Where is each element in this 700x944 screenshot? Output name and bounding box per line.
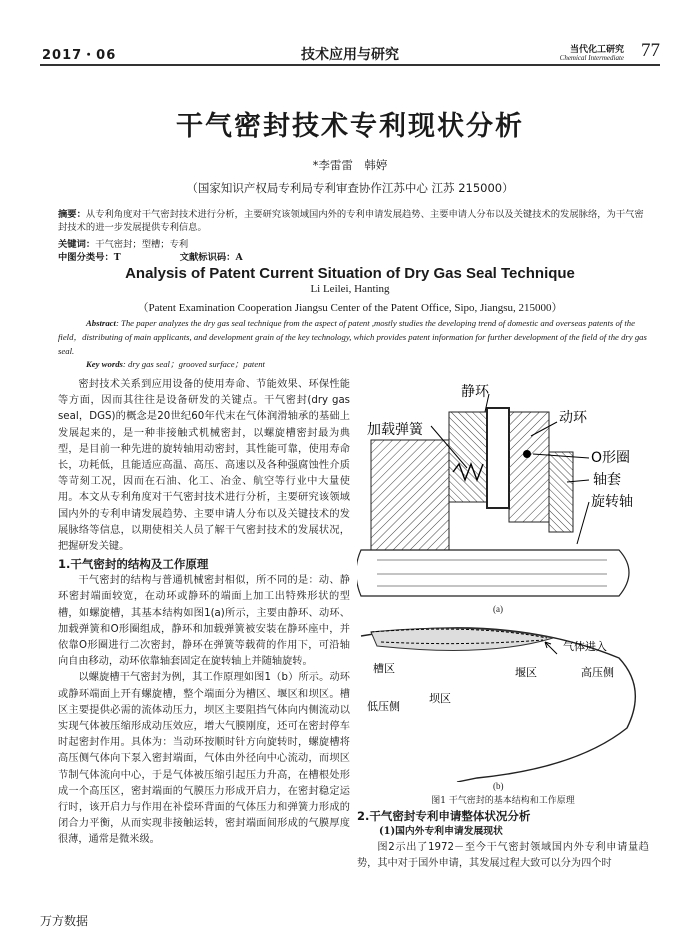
abstract-en-text: : The paper analyzes the dry gas seal technique from the aspect of patent ,mostly studies the developing trend of domestic and overseas patents of the field，distributing of main applicants, and development grain of the key technology, which provides patent information for further development of the field of the dry gas seal. (58, 318, 647, 356)
journal-name-en: Chemical Intermediate (559, 54, 624, 62)
header-rule (40, 64, 660, 66)
label-rotating-shaft: 旋转轴 (591, 494, 633, 510)
body-right-column (357, 808, 649, 872)
label-dam-zone: 坝区 (429, 692, 451, 705)
section2-subheading: (1)国内外专利申请发展现状 (379, 826, 503, 837)
section1-paragraph-2: 以螺旋槽干气密封为例，其工作原理如图1（b）所示。动环或静环端面上开有螺旋槽，整个端面分为槽区、堰区和坝区。槽区主要提供必需的流体动压力，坝区主要阻挡气体向内侧流动以实现气体被压缩形成动压效应，增大气膜刚度，还可在密封停车时起密封作用。具体为：当动环按顺时针方向旋转时，螺旋槽将高压侧气体向下泵入密封端面，气体由外径向中心流动，而坝区节制气体流向中心，于是气体被压缩引起压力升高，在槽根处形成一个高压区，密封端面的气膜压力形成开启力，在密封稳定运行时，该开启力与作用在补偿环背面的气体压力和弹簧力形成的闭合力平衡，从而实现非接触运转，密封端面间形成的气膜厚度很薄，通常是微米级。 (58, 672, 350, 846)
shaft-sleeve (549, 452, 573, 532)
authors-en: Li Leilei, Hanting (310, 283, 390, 295)
o-ring (523, 450, 531, 458)
figure-1a-seal-structure (357, 382, 649, 604)
spiral-groove (371, 628, 553, 650)
doc-label: 文献标识码： (179, 252, 236, 263)
clc-label: 中图分类号： (58, 252, 114, 263)
authors-cn: *李雷雷 韩婷 (312, 158, 388, 172)
rotating-shaft (357, 550, 629, 596)
rotating-ring (509, 412, 549, 522)
paper-title-cn: 干气密封技术专利现状分析 (176, 111, 524, 142)
keywords-cn (58, 236, 188, 250)
label-o-ring: O形圈 (591, 450, 631, 466)
journal-name-cn: 当代化工研究 (569, 45, 624, 55)
label-weir-zone: 堰区 (515, 666, 537, 679)
leader-shaft (577, 502, 589, 544)
label-groove-zone: 槽区 (373, 662, 395, 675)
section2-paragraph-1: 图2示出了1972－至今干气密封领域国内外专利申请量趋势，其中对于国外申请，其发展过程大致可以分为四个时 (357, 842, 649, 869)
keywords-en-text: : dry gas seal；grooved surface；patent (122, 359, 265, 369)
doc-value: A (235, 252, 243, 263)
figure-1a-tag: (a) (493, 604, 503, 614)
keywords-cn-label: 关键词： (58, 239, 96, 250)
abstract-en (58, 316, 648, 358)
figure-1-caption: 图1 干气密封的基本结构和工作原理 (431, 796, 575, 806)
classification (58, 249, 299, 263)
static-ring-seat (449, 412, 487, 502)
static-ring (487, 408, 509, 508)
affiliation-en: （Patent Examination Cooperation Jiangsu Center of the Patent Office, Sipo, Jiangsu, 215000） (137, 302, 563, 314)
page-number: 77 (641, 40, 660, 61)
section1-heading: 1.干气密封的结构及工作原理 (58, 557, 209, 572)
clc-value: T (113, 252, 121, 263)
abstract-cn-label: 摘要： (58, 209, 86, 220)
figure-1b-tag: (b) (493, 781, 504, 791)
label-high-pressure: 高压侧 (581, 666, 614, 679)
label-gas-inlet: 气体进入 (563, 640, 607, 653)
footer-source: 万方数据 (40, 914, 89, 928)
abstract-cn-text: 从专利角度对干气密封技术进行分析，主要研究该领域国内外的专利申请发展趋势、主要申请人分布以及关键技术的发展脉络，为干气密封技术的进一步发展提供专利信息。 (58, 209, 644, 233)
keywords-en (86, 358, 265, 370)
paper-title-en: Analysis of Patent Current Situation of Dry Gas Seal Technique (125, 265, 575, 282)
section2-heading: 2.干气密封专利申请整体状况分析 (357, 809, 531, 823)
affiliation-cn: （国家知识产权局专利局专利审查协作江苏中心 江苏 215000） (186, 181, 514, 195)
label-loading-spring: 加载弹簧 (367, 422, 423, 438)
issue-date: 2017・06 (42, 48, 117, 63)
label-shaft-sleeve: 轴套 (593, 472, 621, 488)
intro-paragraph: 密封技术关系到应用设备的使用寿命、节能效果、环保性能等方面，因而其往往是设备研发的关键点。干气密封(dry gas seal，DGS)的概念是20世纪60年代末在气体润滑轴承的基础上发展起来的，是一种非接触式机械密封，以螺旋槽密封最为典型，是目前一种先进的旋转轴用动密封，其性能可靠，使用寿命长，功耗低，且能适应高温、高压、高速以及各种强腐蚀性介质等苛刻工况，因而在石油、化工、冶金、航空等行业中大量使用。本文从专利角度对干气密封技术进行分析，主要研究该领域国内外的专利申请发展趋势、主要申请人分布以及关键技术的发展脉络等信息，以期使相关人员了解干气密封技术的发展状况，把握研发关键。 (58, 379, 350, 553)
section-title: 技术应用与研究 (301, 47, 399, 63)
body-left-column (58, 377, 350, 849)
abstract-en-label: Abstract (86, 318, 116, 328)
label-low-pressure: 低压侧 (367, 700, 400, 713)
figure-1b-working-principle (357, 618, 649, 782)
label-rotating-ring: 动环 (559, 410, 587, 426)
gas-inlet-arrow (545, 642, 557, 654)
keywords-en-label: Key words (86, 359, 123, 369)
keywords-cn-text: 干气密封；型槽；专利 (95, 239, 189, 250)
section1-paragraph-1: 干气密封的结构与普通机械密封相似，所不同的是：动、静环密封端面较宽，在动环或静环的端面上加工出特殊形状的型槽，如螺旋槽，其基本结构如图1(a)所示，主要由静环、动环、加载弹簧和O形圈组成，静环和加载弹簧被安装在静环座中，并依靠O形圈进行二次密封，静环在弹簧等载荷的作用下，可沿轴向自由移动，动环依靠轴套固定在旋转轴上并随轴旋转。 (58, 575, 350, 668)
label-static-ring: 静环 (461, 384, 489, 400)
abstract-cn (58, 208, 648, 234)
seal-housing (371, 440, 449, 550)
